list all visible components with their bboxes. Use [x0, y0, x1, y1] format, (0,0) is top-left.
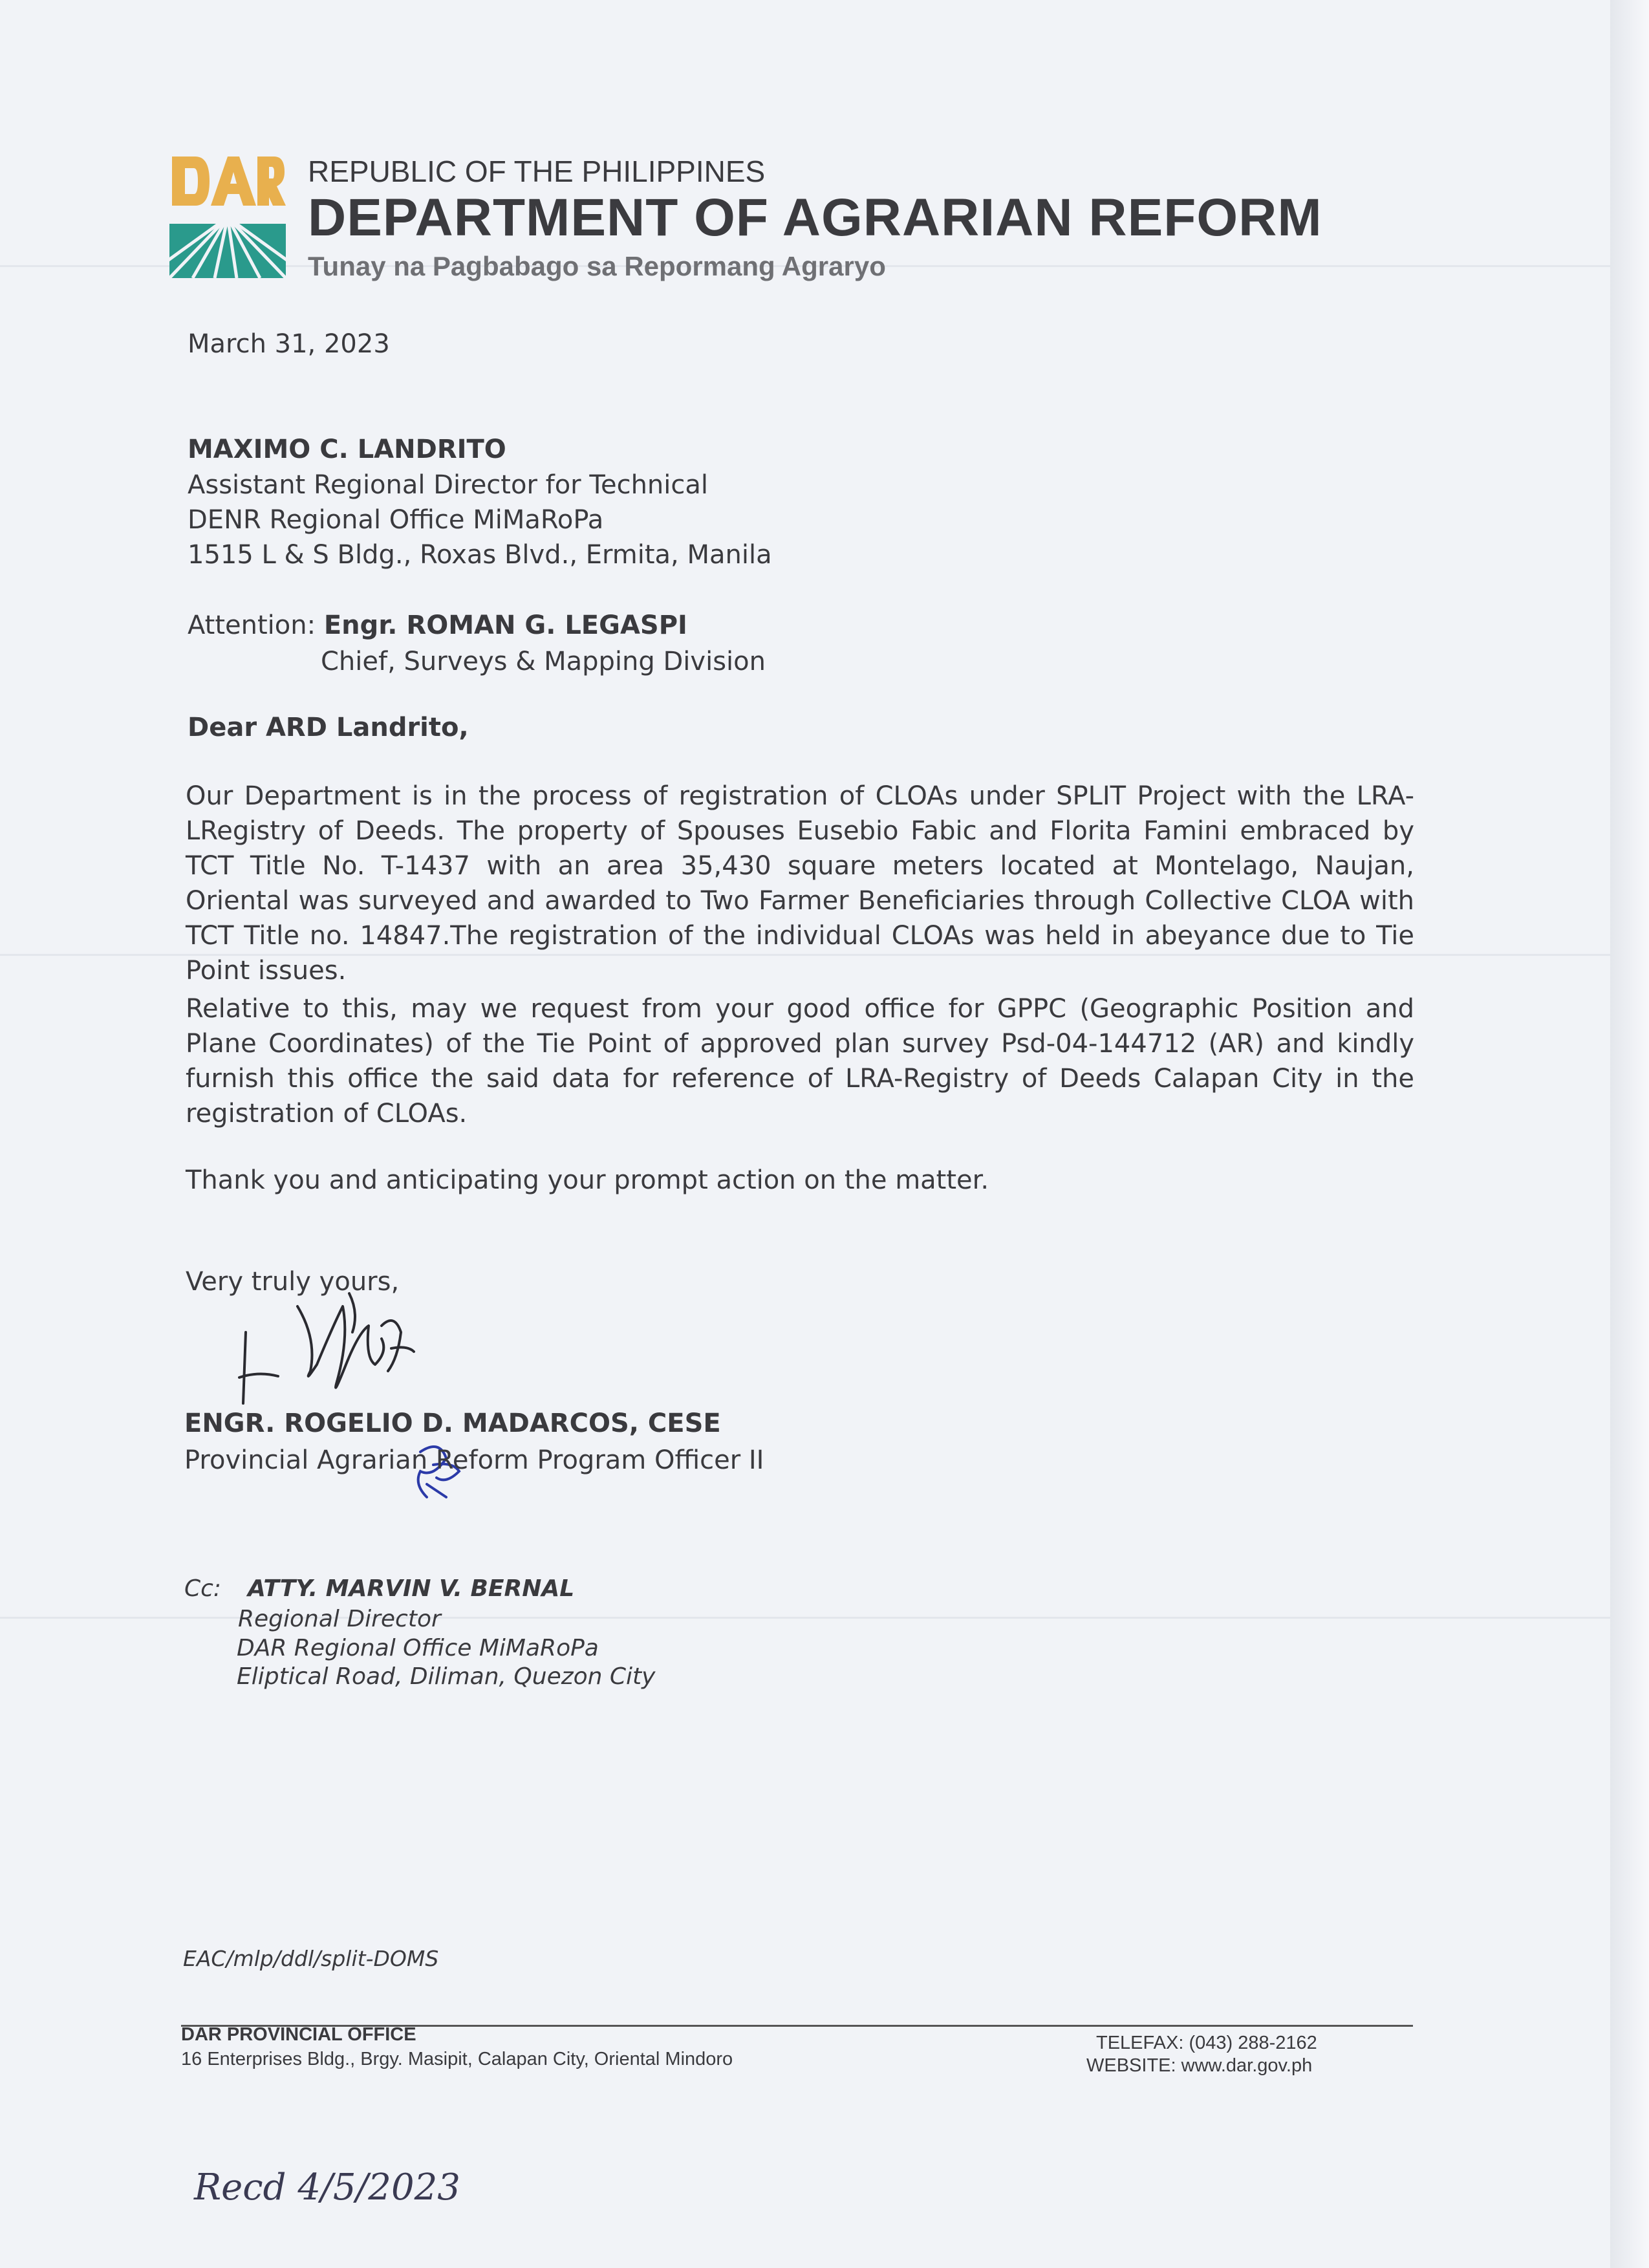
handwritten-received-note: Recd 4/5/2023	[194, 2166, 460, 2209]
attention-line	[188, 608, 687, 643]
department-tagline: Tunay na Pagbabago sa Repormang Agraryo	[308, 251, 886, 281]
recipient-address: 1515 L & S Bldg., Roxas Blvd., Ermita, Manila	[188, 540, 772, 570]
dar-logo	[169, 150, 286, 279]
attention-title: Chief, Surveys & Mapping Division	[321, 647, 766, 676]
department-heading: DEPARTMENT OF AGRARIAN REFORM	[308, 188, 1322, 247]
body-paragraph: Our Department is in the process of registration of CLOAs under SPLIT Project with the LRA-LRegistry of Deeds. The property of Spouses Eusebio Fabic and Florita Famini embraced by TCT Title No. T-1437 with an area 35,430 square meters located at Montelago, Naujan, Oriental was surveyed and awarded to Two Farmer Beneficiaries through Collective CLOA with TCT Title no. 14847.The registration of the individual CLOAs was held in abeyance due to Tie Point issues.	[186, 781, 1414, 986]
closing: Very truly yours,	[186, 1267, 400, 1297]
signature	[220, 1287, 466, 1410]
cc-label: Cc:	[184, 1575, 222, 1602]
signatory-name: ENGR. ROGELIO D. MADARCOS, CESE	[184, 1409, 721, 1438]
body-paragraph: Thank you and anticipating your prompt action on the matter.	[186, 1165, 989, 1195]
cc-address: Eliptical Road, Diliman, Quezon City	[237, 1663, 656, 1690]
paper-edge	[1610, 0, 1649, 2268]
dar-logo-letters	[169, 150, 286, 212]
attention-label: Attention:	[188, 610, 316, 640]
reference-code: EAC/mlp/ddl/split-DOMS	[183, 1946, 439, 1971]
recipient-title: Assistant Regional Director for Technical	[188, 470, 708, 500]
cc-name: ATTY. MARVIN V. BERNAL	[248, 1575, 575, 1602]
dar-logo-field	[169, 217, 286, 278]
footer-office: DAR PROVINCIAL OFFICE	[181, 2024, 416, 2045]
cc-office: DAR Regional Office MiMaRoPa	[237, 1635, 599, 1661]
republic-heading: REPUBLIC OF THE PHILIPPINES	[308, 155, 766, 188]
footer-address: 16 Enterprises Bldg., Brgy. Masipit, Calapan City, Oriental Mindoro	[181, 2049, 733, 2069]
footer-website: WEBSITE: www.dar.gov.ph	[1086, 2055, 1313, 2076]
body-paragraph: Relative to this, may we request from your good office for GPPC (Geographic Position and Plane Coordinates) of the Tie Point of approved plan survey Psd-04-144712 (AR) and kindly furnish this office the said data for reference of LRA-Registry of Deeds Calapan City in the registration of CLOAs.	[186, 994, 1414, 1129]
signatory-title: Provincial Agrarian Reform Program Officer II	[184, 1445, 764, 1475]
footer-telefax: TELEFAX: (043) 288-2162	[1096, 2033, 1317, 2053]
salutation: Dear ARD Landrito,	[188, 713, 469, 742]
cc-title: Regional Director	[238, 1606, 441, 1632]
letter-date: March 31, 2023	[188, 329, 390, 359]
recipient-office: DENR Regional Office MiMaRoPa	[188, 505, 604, 535]
attention-name: Engr. ROMAN G. LEGASPI	[323, 610, 687, 640]
recipient-name: MAXIMO C. LANDRITO	[188, 435, 506, 464]
